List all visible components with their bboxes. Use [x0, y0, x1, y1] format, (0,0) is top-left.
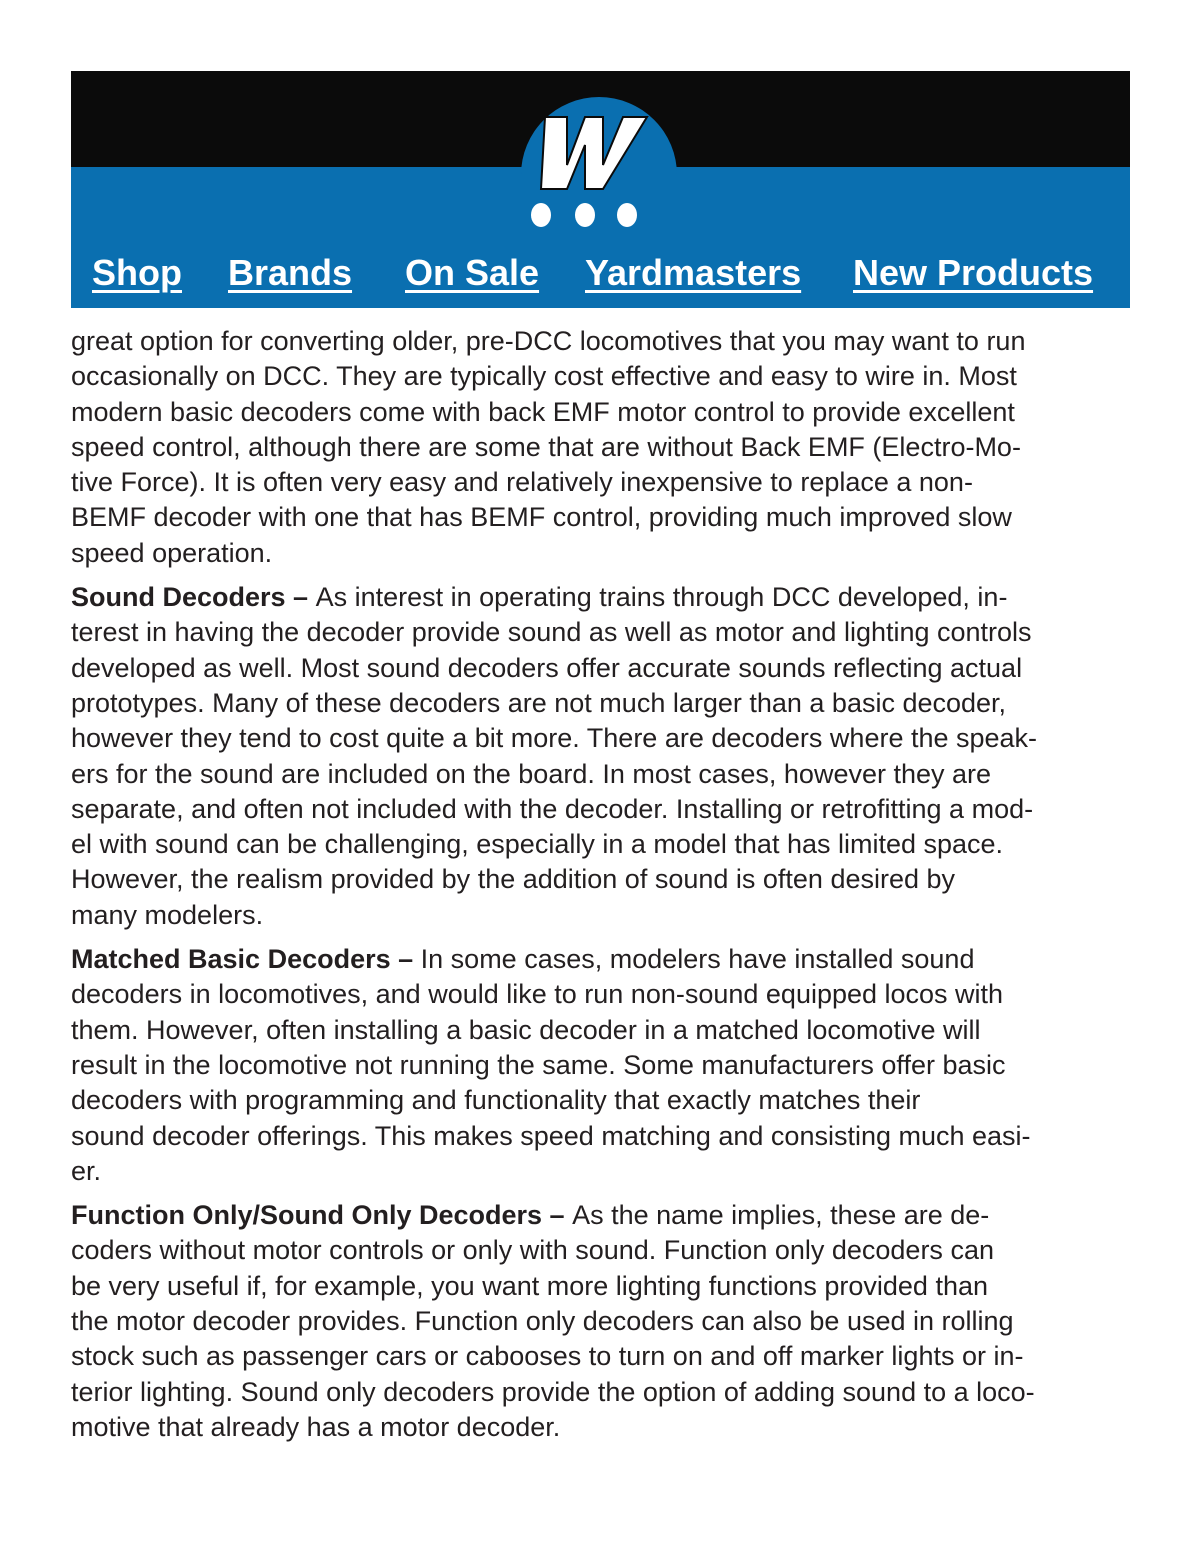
function-only-decoders-heading: Function Only/Sound Only Decoders – — [71, 1200, 573, 1231]
text-line: speed control, although there are some that are without Back EMF (Electro-Mo- — [71, 431, 1021, 462]
text-line: decoders in locomotives, and would like to run non-sound equipped locos with — [71, 979, 1004, 1010]
matched-basic-decoders-paragraph — [71, 942, 1131, 1189]
text-line: modern basic decoders come with back EMF motor control to provide excellent — [71, 396, 1015, 427]
text-run: In some cases, modelers have installed sound — [420, 944, 975, 975]
intro-paragraph — [71, 324, 1131, 571]
article-body — [71, 324, 1131, 1454]
text-line — [71, 1198, 1131, 1233]
matched-basic-decoders-heading: Matched Basic Decoders – — [71, 944, 421, 975]
text-line: prototypes. Many of these decoders are not much larger than a basic decoder, — [71, 687, 1007, 718]
text-run: As interest in operating trains through DCC developed, in- — [315, 582, 1008, 613]
text-line: ers for the sound are included on the board. In most cases, however they are — [71, 758, 992, 789]
text-line: tive Force). It is often very easy and relatively inexpensive to replace a non- — [71, 467, 973, 498]
text-line: be very useful if, for example, you want more lighting functions provided than — [71, 1270, 988, 1301]
sound-decoders-paragraph — [71, 580, 1131, 933]
text-line: separate, and often not included with the decoder. Installing or retrofitting a mod- — [71, 793, 1034, 824]
sound-decoders-heading: Sound Decoders – — [71, 582, 316, 613]
text-line: occasionally on DCC. They are typically cost effective and easy to wire in. Most — [71, 361, 1017, 392]
text-line: stock such as passenger cars or cabooses to turn on and off marker lights or in- — [71, 1341, 1024, 1372]
nav-link-yardmasters[interactable]: Yardmasters — [585, 252, 802, 293]
nav-link-on-sale[interactable]: On Sale — [405, 252, 540, 293]
text-line — [71, 942, 1131, 977]
text-line: speed operation. — [71, 537, 273, 568]
nav-link-brands[interactable]: Brands — [228, 252, 353, 293]
text-line: decoders with programming and functionality that exactly matches their — [71, 1085, 921, 1116]
text-line: the motor decoder provides. Function only decoders can also be used in rolling — [71, 1306, 1014, 1337]
main-nav — [71, 251, 1130, 299]
text-line: coders without motor controls or only with sound. Function only decoders can — [71, 1235, 994, 1266]
text-line: er. — [71, 1155, 102, 1186]
site-header — [71, 71, 1130, 308]
text-line: many modelers. — [71, 899, 264, 930]
function-only-decoders-paragraph — [71, 1198, 1131, 1445]
text-line: terior lighting. Sound only decoders provide the option of adding sound to a loco- — [71, 1376, 1035, 1407]
text-line — [71, 580, 1131, 615]
text-line: However, the realism provided by the addition of sound is often desired by — [71, 864, 956, 895]
text-line: terest in having the decoder provide sound as well as motor and lighting controls — [71, 617, 1032, 648]
nav-link-new-products[interactable]: New Products — [853, 252, 1094, 293]
text-run: As the name implies, these are de- — [572, 1200, 990, 1231]
text-line: result in the locomotive not running the same. Some manufacturers offer basic — [71, 1049, 1006, 1080]
text-line: developed as well. Most sound decoders offer accurate sounds reflecting actual — [71, 652, 1023, 683]
nav-link-shop[interactable]: Shop — [92, 252, 182, 293]
text-line: BEMF decoder with one that has BEMF control, providing much improved slow — [71, 502, 1012, 533]
text-line: sound decoder offerings. This makes speed matching and consisting much easi- — [71, 1120, 1031, 1151]
text-line: them. However, often installing a basic decoder in a matched locomotive will — [71, 1014, 981, 1045]
text-line: however they tend to cost quite a bit more. There are decoders where the speak- — [71, 723, 1038, 754]
text-line: great option for converting older, pre-DCC locomotives that you may want to run — [71, 326, 1026, 356]
walthers-w-logo-icon[interactable] — [519, 93, 679, 243]
text-line: motive that already has a motor decoder. — [71, 1411, 561, 1442]
text-line: el with sound can be challenging, especially in a model that has limited space. — [71, 829, 1004, 860]
